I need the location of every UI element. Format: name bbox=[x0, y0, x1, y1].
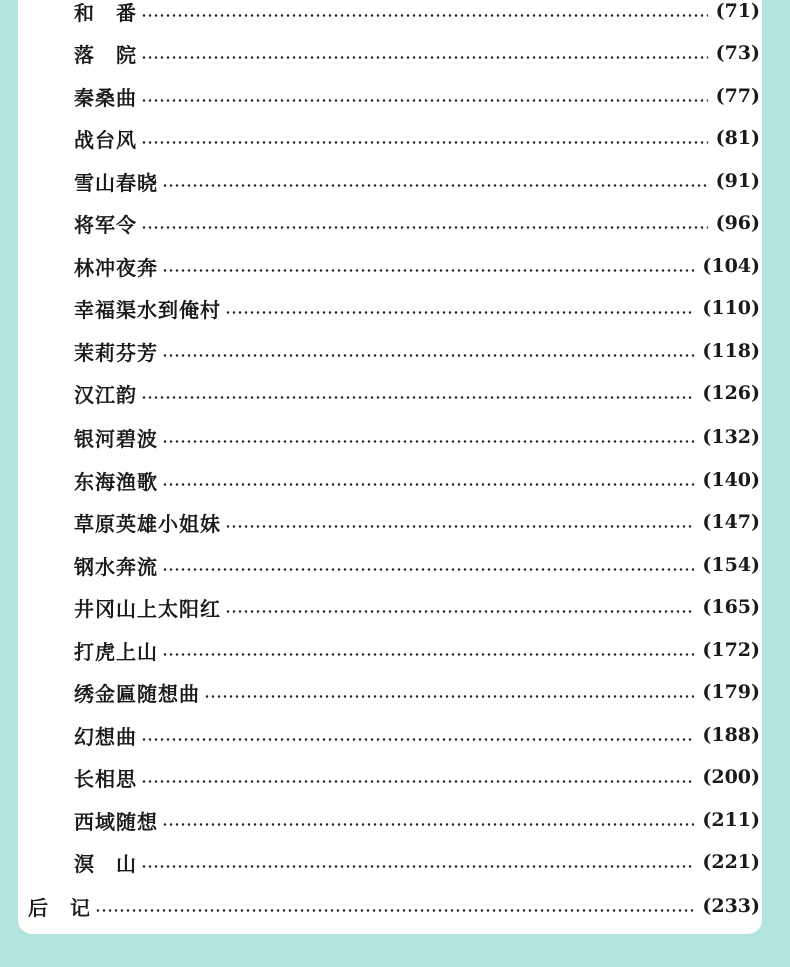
toc-entry-title: 长相思 bbox=[74, 766, 137, 791]
toc-entry bbox=[74, 635, 760, 665]
toc-entry-title: 林冲夜奔 bbox=[74, 255, 158, 280]
dot-leader bbox=[162, 823, 694, 826]
toc-entry-page: (77) bbox=[715, 85, 760, 107]
dot-leader bbox=[162, 483, 694, 486]
toc-entry-page: (81) bbox=[715, 127, 760, 149]
toc-afterword-entry bbox=[28, 891, 760, 921]
toc-entry-page: (165) bbox=[702, 596, 760, 618]
dot-leader bbox=[162, 568, 694, 571]
toc-entry-title: 绣金匾随想曲 bbox=[74, 681, 200, 706]
toc-entry-title: 汉江韵 bbox=[74, 382, 137, 407]
toc-entry bbox=[74, 762, 760, 792]
toc-entry-title: 落 院 bbox=[74, 42, 137, 67]
dot-leader bbox=[141, 226, 708, 229]
toc-entry-page: (154) bbox=[702, 554, 760, 576]
toc-entry bbox=[74, 422, 760, 452]
dot-leader bbox=[141, 865, 694, 868]
dot-leader bbox=[162, 184, 708, 187]
dot-leader bbox=[141, 396, 694, 399]
toc-entry bbox=[74, 123, 760, 153]
toc-entry-title: 茉莉芬芳 bbox=[74, 340, 158, 365]
toc-entry-title: 溟 山 bbox=[74, 851, 137, 876]
toc-entry bbox=[74, 293, 760, 323]
toc-entry-title: 银河碧波 bbox=[74, 426, 158, 451]
toc-entry-page: (211) bbox=[702, 809, 760, 831]
toc-entry-page: (126) bbox=[702, 382, 760, 404]
toc-entry bbox=[74, 166, 760, 196]
toc-entry-title: 幻想曲 bbox=[74, 724, 137, 749]
toc-entry-page: (200) bbox=[702, 766, 760, 788]
toc-entry-title: 雪山春晓 bbox=[74, 170, 158, 195]
toc-entry bbox=[74, 378, 760, 408]
dot-leader bbox=[141, 780, 694, 783]
toc-entry-page: (73) bbox=[715, 42, 760, 64]
dot-leader bbox=[162, 269, 694, 272]
toc-entry-title: 打虎上山 bbox=[74, 639, 158, 664]
toc-entry bbox=[74, 0, 760, 26]
toc-afterword-title: 后 记 bbox=[28, 895, 91, 920]
dot-leader bbox=[162, 440, 694, 443]
toc-entry-title: 战台风 bbox=[74, 127, 137, 152]
toc-entry-page: (140) bbox=[702, 469, 760, 491]
toc-entry-page: (179) bbox=[702, 681, 760, 703]
toc-entry-title: 东海渔歌 bbox=[74, 469, 158, 494]
dot-leader bbox=[141, 99, 708, 102]
toc-entry bbox=[74, 251, 760, 281]
dot-leader bbox=[141, 14, 708, 17]
toc-entry bbox=[74, 847, 760, 877]
toc-entry-page: (96) bbox=[715, 212, 760, 234]
dot-leader bbox=[225, 311, 694, 314]
toc-entry-page: (172) bbox=[702, 639, 760, 661]
toc-entry-title: 将军令 bbox=[74, 212, 137, 237]
dot-leader bbox=[141, 141, 708, 144]
toc-entry-title: 钢水奔流 bbox=[74, 554, 158, 579]
toc-entry-title: 草原英雄小姐妹 bbox=[74, 511, 221, 536]
toc-entry-title: 井冈山上太阳红 bbox=[74, 596, 221, 621]
dot-leader bbox=[141, 56, 708, 59]
toc-entry bbox=[74, 336, 760, 366]
dot-leader bbox=[204, 695, 694, 698]
toc-entry-page: (110) bbox=[702, 297, 760, 319]
toc-entry bbox=[74, 465, 760, 495]
toc-entry bbox=[74, 81, 760, 111]
dot-leader bbox=[95, 909, 694, 912]
toc-entry-page: (147) bbox=[702, 511, 760, 533]
dot-leader bbox=[141, 738, 694, 741]
toc-entry-title: 和 番 bbox=[74, 0, 137, 25]
toc-entry bbox=[74, 720, 760, 750]
toc-entry-title: 西域随想 bbox=[74, 809, 158, 834]
toc-entry bbox=[74, 38, 760, 68]
toc-entry bbox=[74, 550, 760, 580]
toc-entry bbox=[74, 507, 760, 537]
dot-leader bbox=[162, 354, 694, 357]
toc-entry-page: (188) bbox=[702, 724, 760, 746]
toc-entry bbox=[74, 677, 760, 707]
toc-entry-page: (118) bbox=[702, 340, 760, 362]
dot-leader bbox=[162, 653, 694, 656]
toc-entry-page: (104) bbox=[702, 255, 760, 277]
toc-entry bbox=[74, 592, 760, 622]
toc-entry-page: (91) bbox=[715, 170, 760, 192]
toc-entry bbox=[74, 805, 760, 835]
toc-entry-title: 幸福渠水到俺村 bbox=[74, 297, 221, 322]
toc-entry bbox=[74, 208, 760, 238]
toc-entry-page: (71) bbox=[715, 0, 760, 22]
dot-leader bbox=[225, 610, 694, 613]
toc-entry-title: 秦桑曲 bbox=[74, 85, 137, 110]
toc-entry-page: (132) bbox=[702, 426, 760, 448]
toc-afterword-page: (233) bbox=[702, 895, 760, 917]
toc-entry-page: (221) bbox=[702, 851, 760, 873]
dot-leader bbox=[225, 525, 694, 528]
